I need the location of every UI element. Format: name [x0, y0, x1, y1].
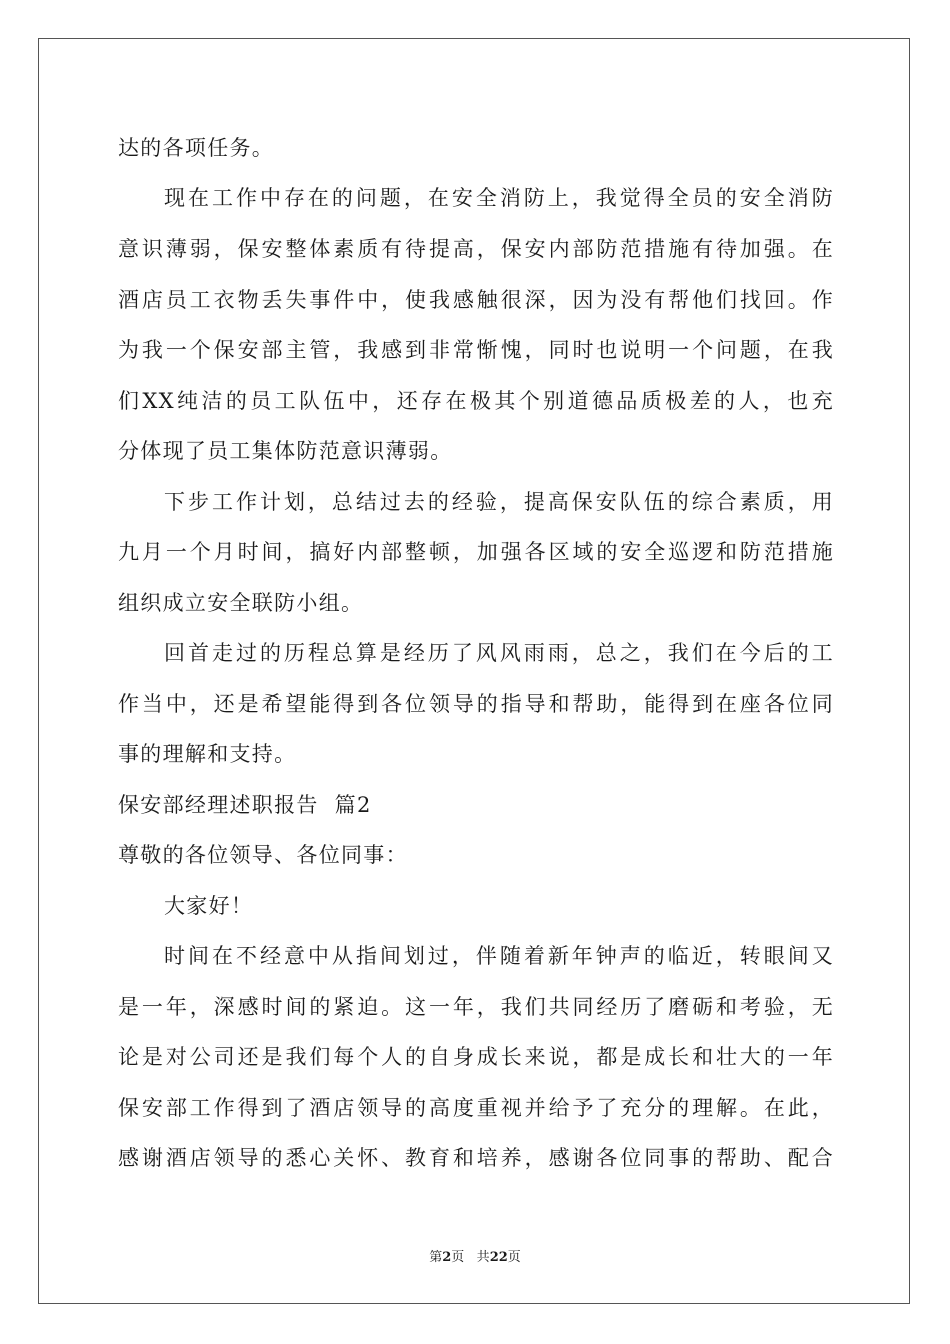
- page-prefix: 第: [429, 1250, 443, 1265]
- paragraph-line: 达的各项任务。: [118, 136, 275, 160]
- paragraph-line: 现在工作中存在的问题，在安全消防上，我觉得全员的安全消防: [164, 186, 834, 210]
- paragraph-line: 九月一个月时间，搞好内部整顿，加强各区域的安全巡逻和防范措施: [118, 540, 834, 564]
- total-prefix: 共: [476, 1250, 490, 1265]
- page-footer: [0, 1246, 950, 1265]
- paragraph-line: 分体现了员工集体防范意识薄弱。: [118, 439, 453, 463]
- paragraph-line: 们XX纯洁的员工队伍中，还存在极其个别道德品质极差的人，也充: [118, 389, 834, 413]
- page-suffix: 页: [451, 1250, 465, 1265]
- total-pages: 22: [489, 1250, 508, 1265]
- page-number: 2: [442, 1250, 452, 1265]
- paragraph-line: 组织成立安全联防小组。: [118, 591, 364, 615]
- paragraph-line: 保安部工作得到了酒店领导的高度重视并给予了充分的理解。在此，: [118, 1096, 834, 1120]
- paragraph-line: 意识薄弱，保安整体素质有待提高，保安内部防范措施有待加强。在: [118, 237, 834, 261]
- paragraph-line: 下步工作计划，总结过去的经验，提高保安队伍的综合素质，用: [164, 490, 834, 514]
- section-heading: 保安部经理述职报告 篇2: [118, 793, 372, 817]
- paragraph-line: 时间在不经意中从指间划过，伴随着新年钟声的临近，转眼间又: [164, 944, 834, 968]
- paragraph-line: 作当中，还是希望能得到各位领导的指导和帮助，能得到在座各位同: [118, 692, 834, 716]
- salutation: 尊敬的各位领导、各位同事：: [118, 843, 408, 867]
- total-suffix: 页: [507, 1250, 521, 1265]
- paragraph-line: 是一年，深感时间的紧迫。这一年，我们共同经历了磨砺和考验，无: [118, 995, 834, 1019]
- paragraph-line: 回首走过的历程总算是经历了风风雨雨，总之，我们在今后的工: [164, 641, 834, 665]
- paragraph-line: 酒店员工衣物丢失事件中，使我感触很深，因为没有帮他们找回。作: [118, 288, 834, 312]
- greeting: 大家好！: [164, 894, 254, 918]
- paragraph-line: 事的理解和支持。: [118, 742, 297, 766]
- paragraph-line: 感谢酒店领导的悉心关怀、教育和培养，感谢各位同事的帮助、配合: [118, 1146, 834, 1170]
- paragraph-line: 论是对公司还是我们每个人的自身成长来说，都是成长和壮大的一年: [118, 1045, 834, 1069]
- paragraph-line: 为我一个保安部主管，我感到非常惭愧，同时也说明一个问题，在我: [118, 338, 834, 362]
